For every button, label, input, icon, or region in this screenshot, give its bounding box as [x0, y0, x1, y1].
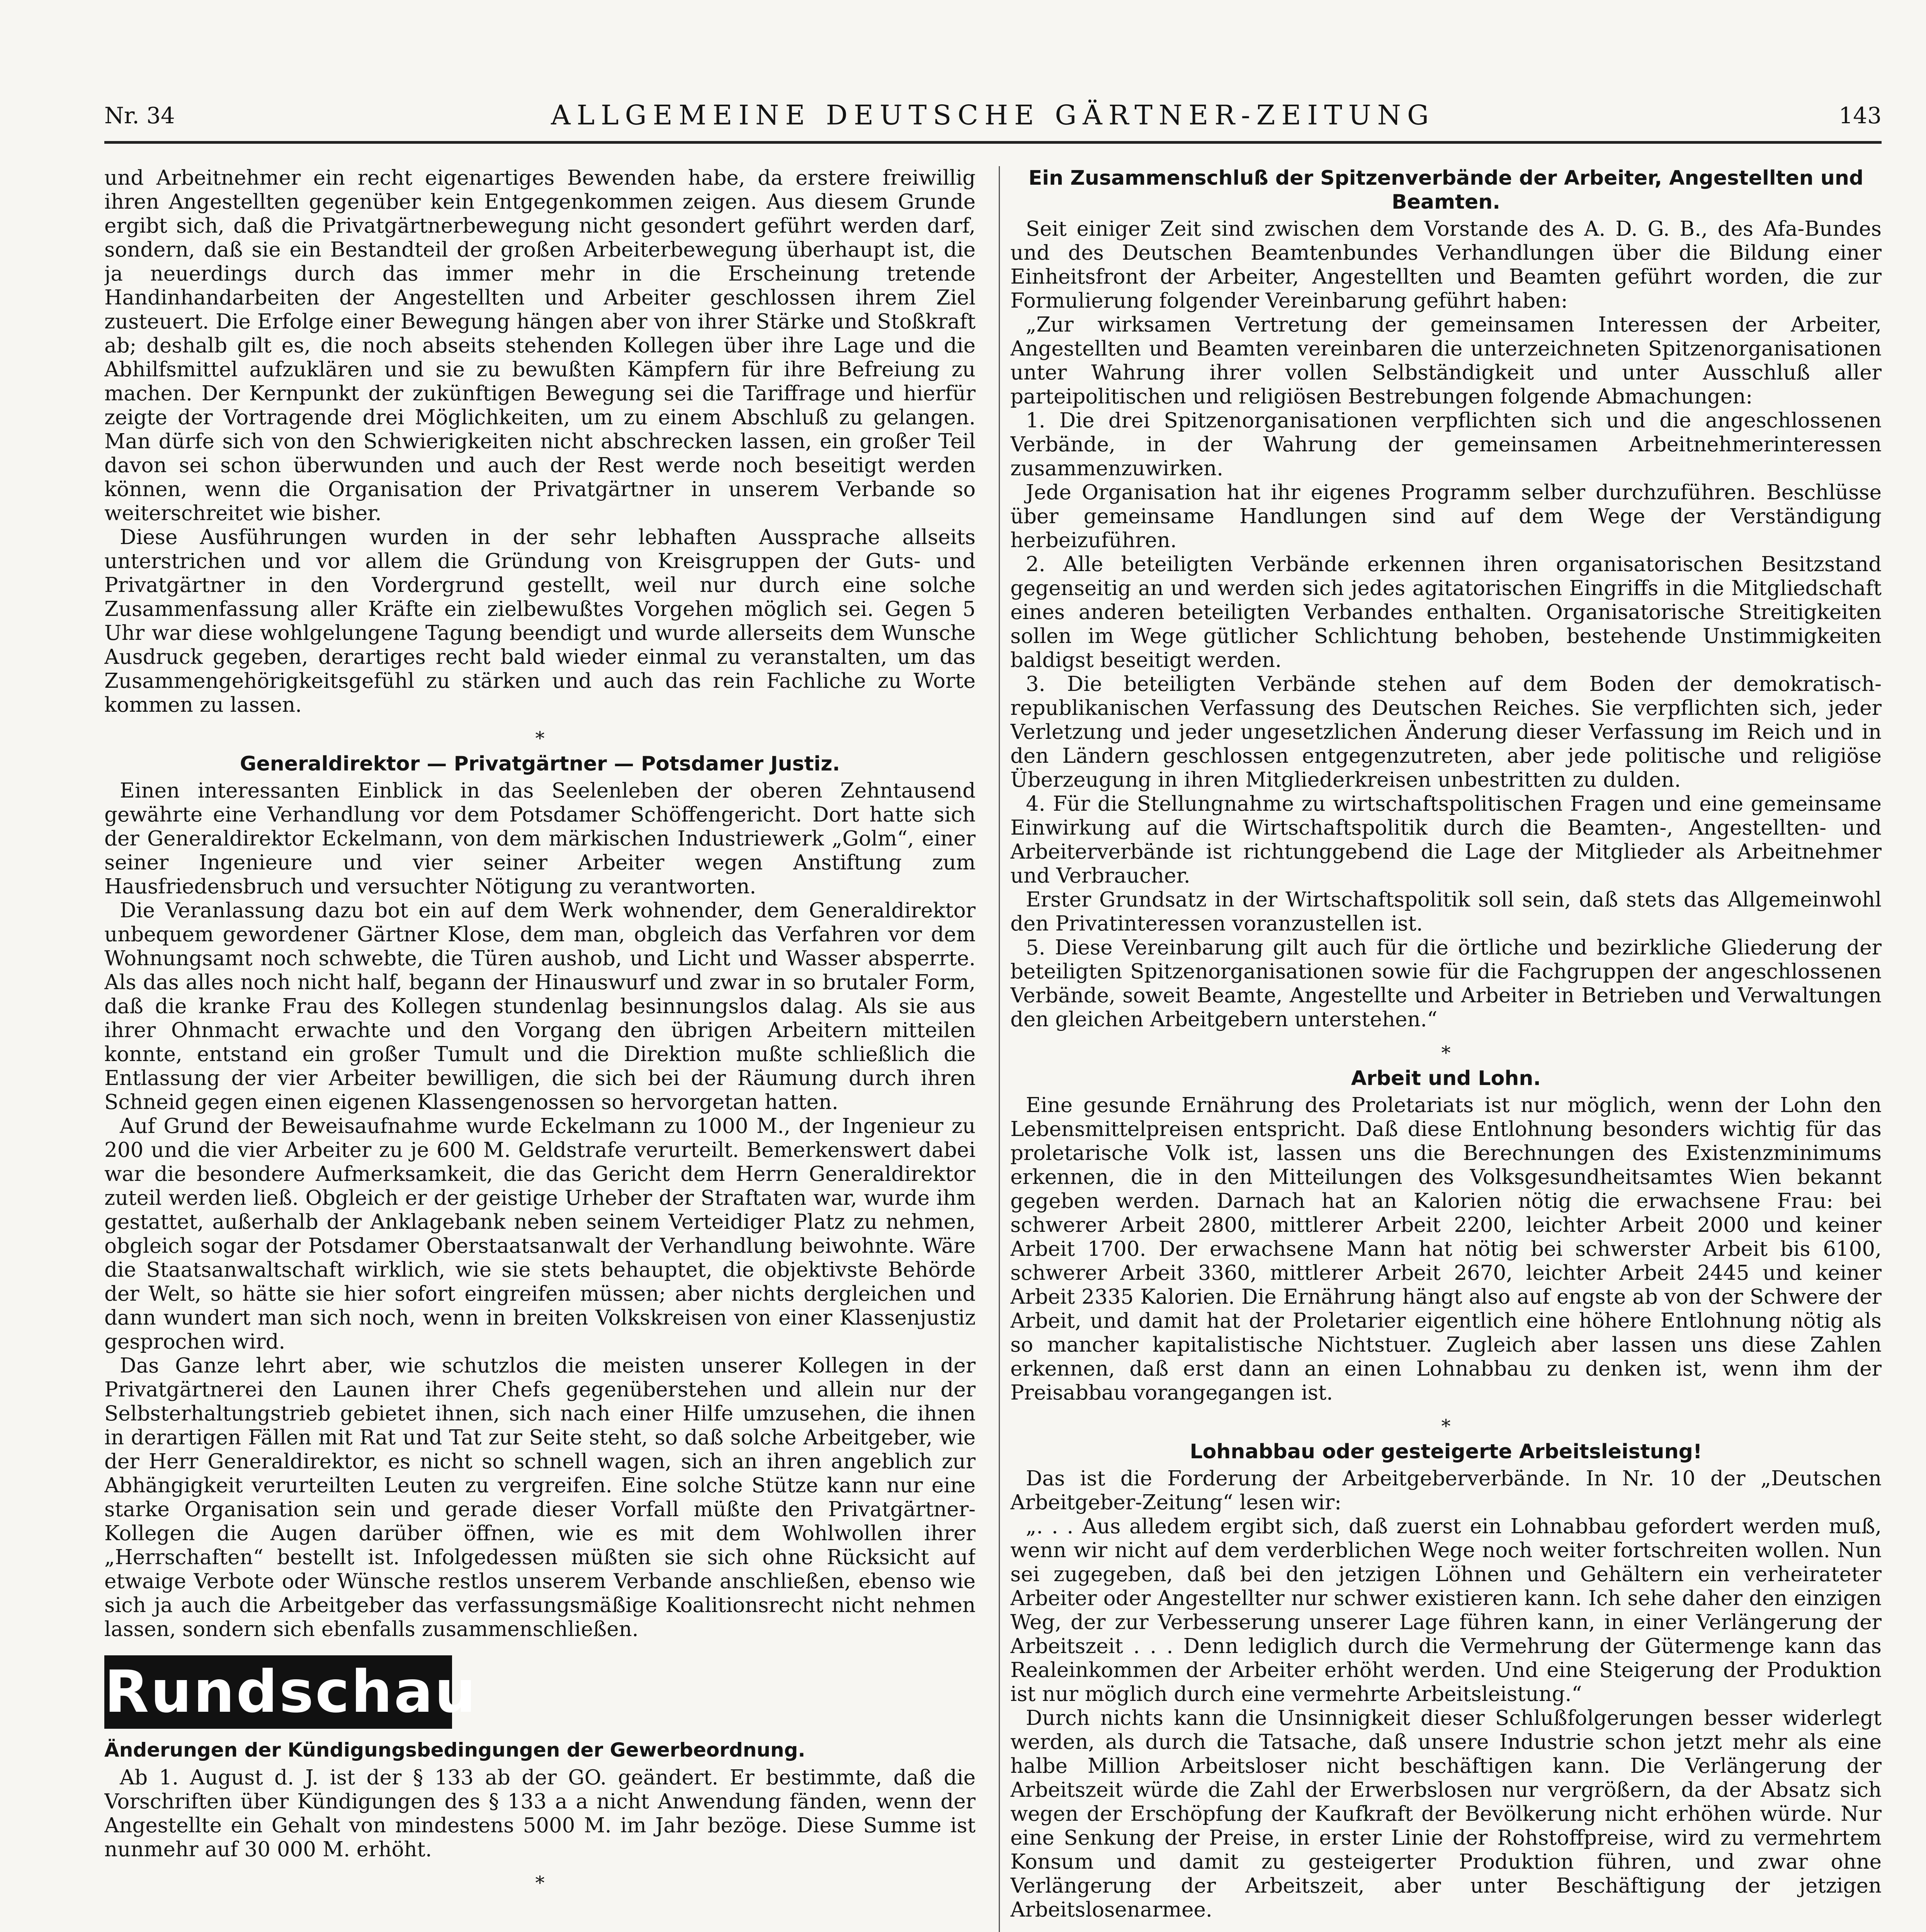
paragraph: Erster Grundsatz in der Wirtschaftspolitik soll sein, daß stets das Allgemeinwohl den Privatinteressen voranzustellen ist. — [1010, 888, 1882, 935]
section-separator: * — [1441, 1415, 1451, 1437]
article-heading-generaldirektor: Generaldirektor — Privatgärtner — Potsdamer Justiz. — [240, 752, 840, 776]
paragraph: „. . . Aus alledem ergibt sich, daß zuerst ein Lohnabbau gefordert werden muß, wenn wir nicht auf dem verderblichen Wege noch weiter fortschreiten wollen. Nun sei zugegeben, daß bei den jetzigen Löhnen und Gehältern ein verheirateter Arbeiter oder Angestellter nur schwer existieren kann. Ich sehe daher den einzigen Weg, der zur Verbesserung unserer Lage führen kann, in einer Verlängerung der Arbeitszeit . . . Denn lediglich durch die Vermehrung der Gütermenge kann das Realeinkommen der Arbeiter erhöht werden. Und eine Steigerung der Produktion ist nur möglich durch eine vermehrte Arbeitsleistung.“ — [1010, 1515, 1882, 1706]
paragraph: Durch nichts kann die Unsinnigkeit dieser Schlußfolgerungen besser widerlegt werden, als durch die Tatsache, daß unsere Industrie schon jetzt mehr als eine halbe Million Arbeitsloser nicht beschäftigen kann. Die Verlängerung der Arbeitszeit würde die Zahl der Erwerbslosen nur vergrößern, da der Absatz sich wegen der Erschöpfung der Kaufkraft der Bevölkerung nicht erhöhen würde. Nur eine Senkung der Preise, in erster Linie der Rohstoffpreise, wird zu vermehrtem Konsum und damit zu gesteigerter Produktion führen, und zwar ohne Verlängerung der Arbeitszeit, aber unter Beschäftigung der jetzigen Arbeitslosenarmee. — [1010, 1706, 1882, 1922]
section-separator: * — [1441, 1042, 1451, 1064]
section-separator — [1010, 1930, 1882, 1932]
paragraph: 1. Die drei Spitzenorganisationen verpflichten sich und die angeschlossenen Verbände, in der Wahrung der gemeinsamen Arbeitnehmerinteressen zusammenzuwirken. — [1010, 409, 1882, 480]
paragraph: Die Veranlassung dazu bot ein auf dem Werk wohnender, dem Generaldirektor unbequem gewordener Gärtner Klose, dem man, obgleich das Verfahren vor dem Wohnungsamt noch schwebte, die Türen aushob, und Licht und Wasser absperrte. Als das alles noch nicht half, begann der Hinauswurf und zwar in so brutaler Form, daß die kranke Frau des Kollegen stundenlag besinnungslos dalag. Als sie aus ihrer Ohnmacht erwachte und den Vorgang den übrigen Arbeitern mitteilen konnte, entstand ein großer Tumult und die Direktion mußte schließlich die Entlassung der vier Arbeiter bewilligen, die sich bei der Räumung durch ihren Schneid gegen einen eigenen Klassengenossen so hervorgetan hatten. — [104, 899, 976, 1114]
paragraph: und Arbeitnehmer ein recht eigenartiges Bewenden habe, da erstere freiwillig ihren Angestellten gegenüber kein Entgegenkommen zeigen. Aus diesem Grunde ergibt sich, daß die Privatgärtnerbewegung nicht gesondert geführt werden darf, sondern, daß sie ein Bestandteil der großen Arbeiterbewegung überhaupt ist, die ja neuerdings durch das immer mehr in die Erscheinung tretende Handinhandarbeiten der Angestellten und Arbeiter geschlossen ihrem Ziel zusteuert. Die Erfolge einer Bewegung hängen aber von ihrer Stärke und Stoßkraft ab; deshalb gilt es, die noch abseits stehenden Kollegen über ihre Lage und die Abhilfsmittel aufzuklären und sie zu bewußten Kämpfern für ihre Befreiung zu machen. Der Kernpunkt der zukünftigen Bewegung sei die Tariffrage und hierfür zeigte der Vortragende drei Möglichkeiten, um zu einem Abschluß zu gelangen. Man dürfe sich von den Schwierigkeiten nicht abschrecken lassen, ein großer Teil davon sei schon überwunden und auch der Rest werde noch beseitigt werden können, wenn die Organisation der Privatgärtner in unserem Verbande so weiterschreitet wie bisher. — [104, 166, 976, 525]
paragraph: Jede Organisation hat ihr eigenes Programm selber durchzuführen. Beschlüsse über gemeinsame Handlungen sind auf dem Wege der Verständigung herbeizuführen. — [1010, 481, 1882, 552]
article-heading-lohnabbau: Lohnabbau oder gesteigerte Arbeitsleistung! — [1190, 1440, 1702, 1463]
paragraph: Einen interessanten Einblick in das Seelenleben der oberen Zehntausend gewährte eine Verhandlung vor dem Potsdamer Schöffengericht. Dort hatte sich der Generaldirektor Eckelmann, von dem märkischen Industriewerk „Golm“, einer seiner Ingenieure und vier seiner Arbeiter wegen Anstiftung zum Hausfriedensbruch und versuchter Nötigung zu verantworten. — [104, 779, 976, 898]
paragraph: Das ist die Forderung der Arbeitgeberverbände. In Nr. 10 der „Deutschen Arbeitgeber-Zeitung“ lesen wir: — [1010, 1467, 1882, 1514]
column-divider — [999, 166, 1000, 1932]
left-column — [104, 166, 976, 1932]
article-heading-zusammenschluss: Ein Zusammenschluß der Spitzenverbände der Arbeiter, Angestellten und Beamten. — [1028, 167, 1864, 214]
article-heading-kuendigung: Änderungen der Kündigungsbedingungen der Gewerbeordnung. — [104, 1739, 806, 1761]
paragraph: Diese Ausführungen wurden in der sehr lebhaften Aussprache allseits unterstrichen und vor allem die Gründung von Kreisgruppen der Guts- und Privatgärtner in den Vordergrund gestellt, weil nur durch eine solche Zusammenfassung aller Kräfte ein zielbewußtes Vorgehen möglich sei. Gegen 5 Uhr war diese wohlgelungene Tagung beendigt und wurde allerseits dem Wunsche Ausdruck gegeben, derartiges recht bald wieder einmal zu veranstalten, um das Zusammengehörigkeitsgefühl zu stärken und auch das rein Fachliche zu Worte kommen zu lassen. — [104, 526, 976, 717]
page-header — [104, 95, 1882, 144]
paragraph: 3. Die beteiligten Verbände stehen auf dem Boden der demokratisch-republikanischen Verfassung des Deutschen Reiches. Sie verpflichten sich, jeder Verletzung und jeder ungesetzlichen Änderung dieser Verfassung im Reich und in den Ländern geschlossen entgegenzutreten, aber jede politische und religiöse Überzeugung in ihren Mitgliederkreisen unbestritten zu dulden. — [1010, 672, 1882, 792]
issue-number: Nr. 34 — [104, 102, 175, 129]
paragraph: 4. Für die Stellungnahme zu wirtschaftspolitischen Fragen und eine gemeinsame Einwirkung auf die Wirtschaftspolitik durch die Beamten-, Angestellten- und Arbeiterverbände ist richtunggebend die Lage der Mitglieder als Arbeitnehmer und Verbraucher. — [1010, 792, 1882, 888]
article-heading-arbeit-und-lohn: Arbeit und Lohn. — [1351, 1067, 1541, 1090]
paragraph: Das Ganze lehrt aber, wie schutzlos die meisten unserer Kollegen in der Privatgärtnerei den Launen ihrer Chefs gegenüberstehen und allein nur der Selbsterhaltungstrieb gebietet ihnen, sich nach einer Hilfe umzusehen, die ihnen in derartigen Fällen mit Rat und Tat zur Seite steht, so daß solche Arbeitgeber, wie der Herr Generaldirektor, es nicht so schnell wagen, sich an ihren angeblich zur Abhängigkeit verurteilten Leuten zu vergreifen. Eine solche Stütze kann nur eine starke Organisation sein und gerade dieser Vorfall müßte den Privatgärtner-Kollegen die Augen darüber öffnen, wie es mit dem Wohlwollen ihrer „Herrschaften“ bestellt ist. Infolgedessen müßten sie sich ohne Rücksicht auf etwaige Verbote oder Wünsche restlos unserem Verbande anschließen, ebenso wie sich ja auch die Arbeitgeber das verfassungsmäßige Koalitionsrecht nicht nehmen lassen, sondern sich ebenfalls zusammenschließen. — [104, 1354, 976, 1641]
paragraph: Ab 1. August d. J. ist der § 133 ab der GO. geändert. Er bestimmte, daß die Vorschriften über Kündigungen des § 133 a a nicht Anwendung fänden, wenn der Angestellte ein Gehalt von mindestens 5000 M. im Jahr bezöge. Diese Summe ist nunmehr auf 30 000 M. erhöht. — [104, 1766, 976, 1861]
section-separator: * — [535, 1872, 545, 1894]
paragraph: „Zur wirksamen Vertretung der gemeinsamen Interessen der Arbeiter, Angestellten und Beamten vereinbaren die unterzeichneten Spitzenorganisationen unter Wahrung ihrer vollen Selbständigkeit und unter Ausschluß aller parteipolitischen und religiösen Bestrebungen folgende Abmachungen: — [1010, 313, 1882, 408]
rundschau-banner: Rundschau — [104, 1655, 452, 1729]
newspaper-title: ALLGEMEINE DEUTSCHE GÄRTNER-ZEITUNG — [551, 99, 1435, 131]
page-number: 143 — [1839, 102, 1882, 129]
paragraph: Seit einiger Zeit sind zwischen dem Vorstande des A. D. G. B., des Afa-Bundes und des Deutschen Beamtenbundes Verhandlungen über die Bildung einer Einheitsfront der Arbeiter, Angestellten und Beamten geführt worden, die zur Formulierung folgender Vereinbarung geführt haben: — [1010, 217, 1882, 313]
right-column — [1010, 166, 1882, 1932]
section-separator: * — [535, 728, 545, 749]
paragraph: Auf Grund der Beweisaufnahme wurde Eckelmann zu 1000 M., der Ingenieur zu 200 und die vier Arbeiter zu je 600 M. Geldstrafe verurteilt. Bemerkenswert dabei war die besondere Aufmerksamkeit, die das Gericht dem Herrn Generaldirektor zuteil werden ließ. Obgleich er der geistige Urheber der Straftaten war, wurde ihm gestattet, außerhalb der Anklagebank neben seinem Verteidiger Platz zu nehmen, obgleich sogar der Potsdamer Oberstaatsanwalt der Verhandlung beiwohnte. Wäre die Staatsanwaltschaft wirklich, wie sie stets behauptet, die objektivste Behörde der Welt, so hätte sie hier sofort eingreifen müssen; aber nichts dergleichen und dann wundert man sich noch, wenn in breiten Volkskreisen von einer Klassenjustiz gesprochen wird. — [104, 1114, 976, 1354]
paragraph: 5. Diese Vereinbarung gilt auch für die örtliche und bezirkliche Gliederung der beteiligten Spitzenorganisationen sowie für die Fachgruppen der angeschlossenen Verbände, soweit Beamte, Angestellte und Arbeiter in Betrieben und Verwaltungen den gleichen Arbeitgebern unterstehen.“ — [1010, 936, 1882, 1031]
paragraph: Eine gesunde Ernährung des Proletariats ist nur möglich, wenn der Lohn den Lebensmittelpreisen entspricht. Daß diese Entlohnung besonders wichtig für das proletarische Volk ist, lassen uns die Berechnungen des Existenzminimums erkennen, die in den Mitteilungen des Volksgesundheitsamtes Wien bekannt gegeben werden. Darnach hat an Kalorien nötig die erwachsene Frau: bei schwerer Arbeit 2800, mittlerer Arbeit 2200, leichter Arbeit 2000 und keiner Arbeit 1700. Der erwachsene Mann hat nötig bei schwerster Arbeit bis 6100, schwerer Arbeit 3360, mittlerer Arbeit 2670, leichter Arbeit 2445 und keiner Arbeit 2335 Kalorien. Die Ernährung hängt also auf engste ab von der Schwere der Arbeit, und damit hat der Proletarier eigentlich eine höhere Entlohnung nötig als so mancher kapitalistische Nichtstuer. Zugleich aber lassen uns diese Zahlen erkennen, daß erst dann an einen Lohnabbau zu denken ist, wenn ihm der Preisabbau vorangegangen ist. — [1010, 1094, 1882, 1405]
paragraph: 2. Alle beteiligten Verbände erkennen ihren organisatorischen Besitzstand gegenseitig an und werden sich jedes agitatorischen Eingriffs in die Mitgliedschaft eines anderen beteiligten Verbandes enthalten. Organisatorische Streitigkeiten sollen im Wege gütlicher Schlichtung behoben, bestehende Unstimmigkeiten baldigst beseitigt werden. — [1010, 553, 1882, 672]
